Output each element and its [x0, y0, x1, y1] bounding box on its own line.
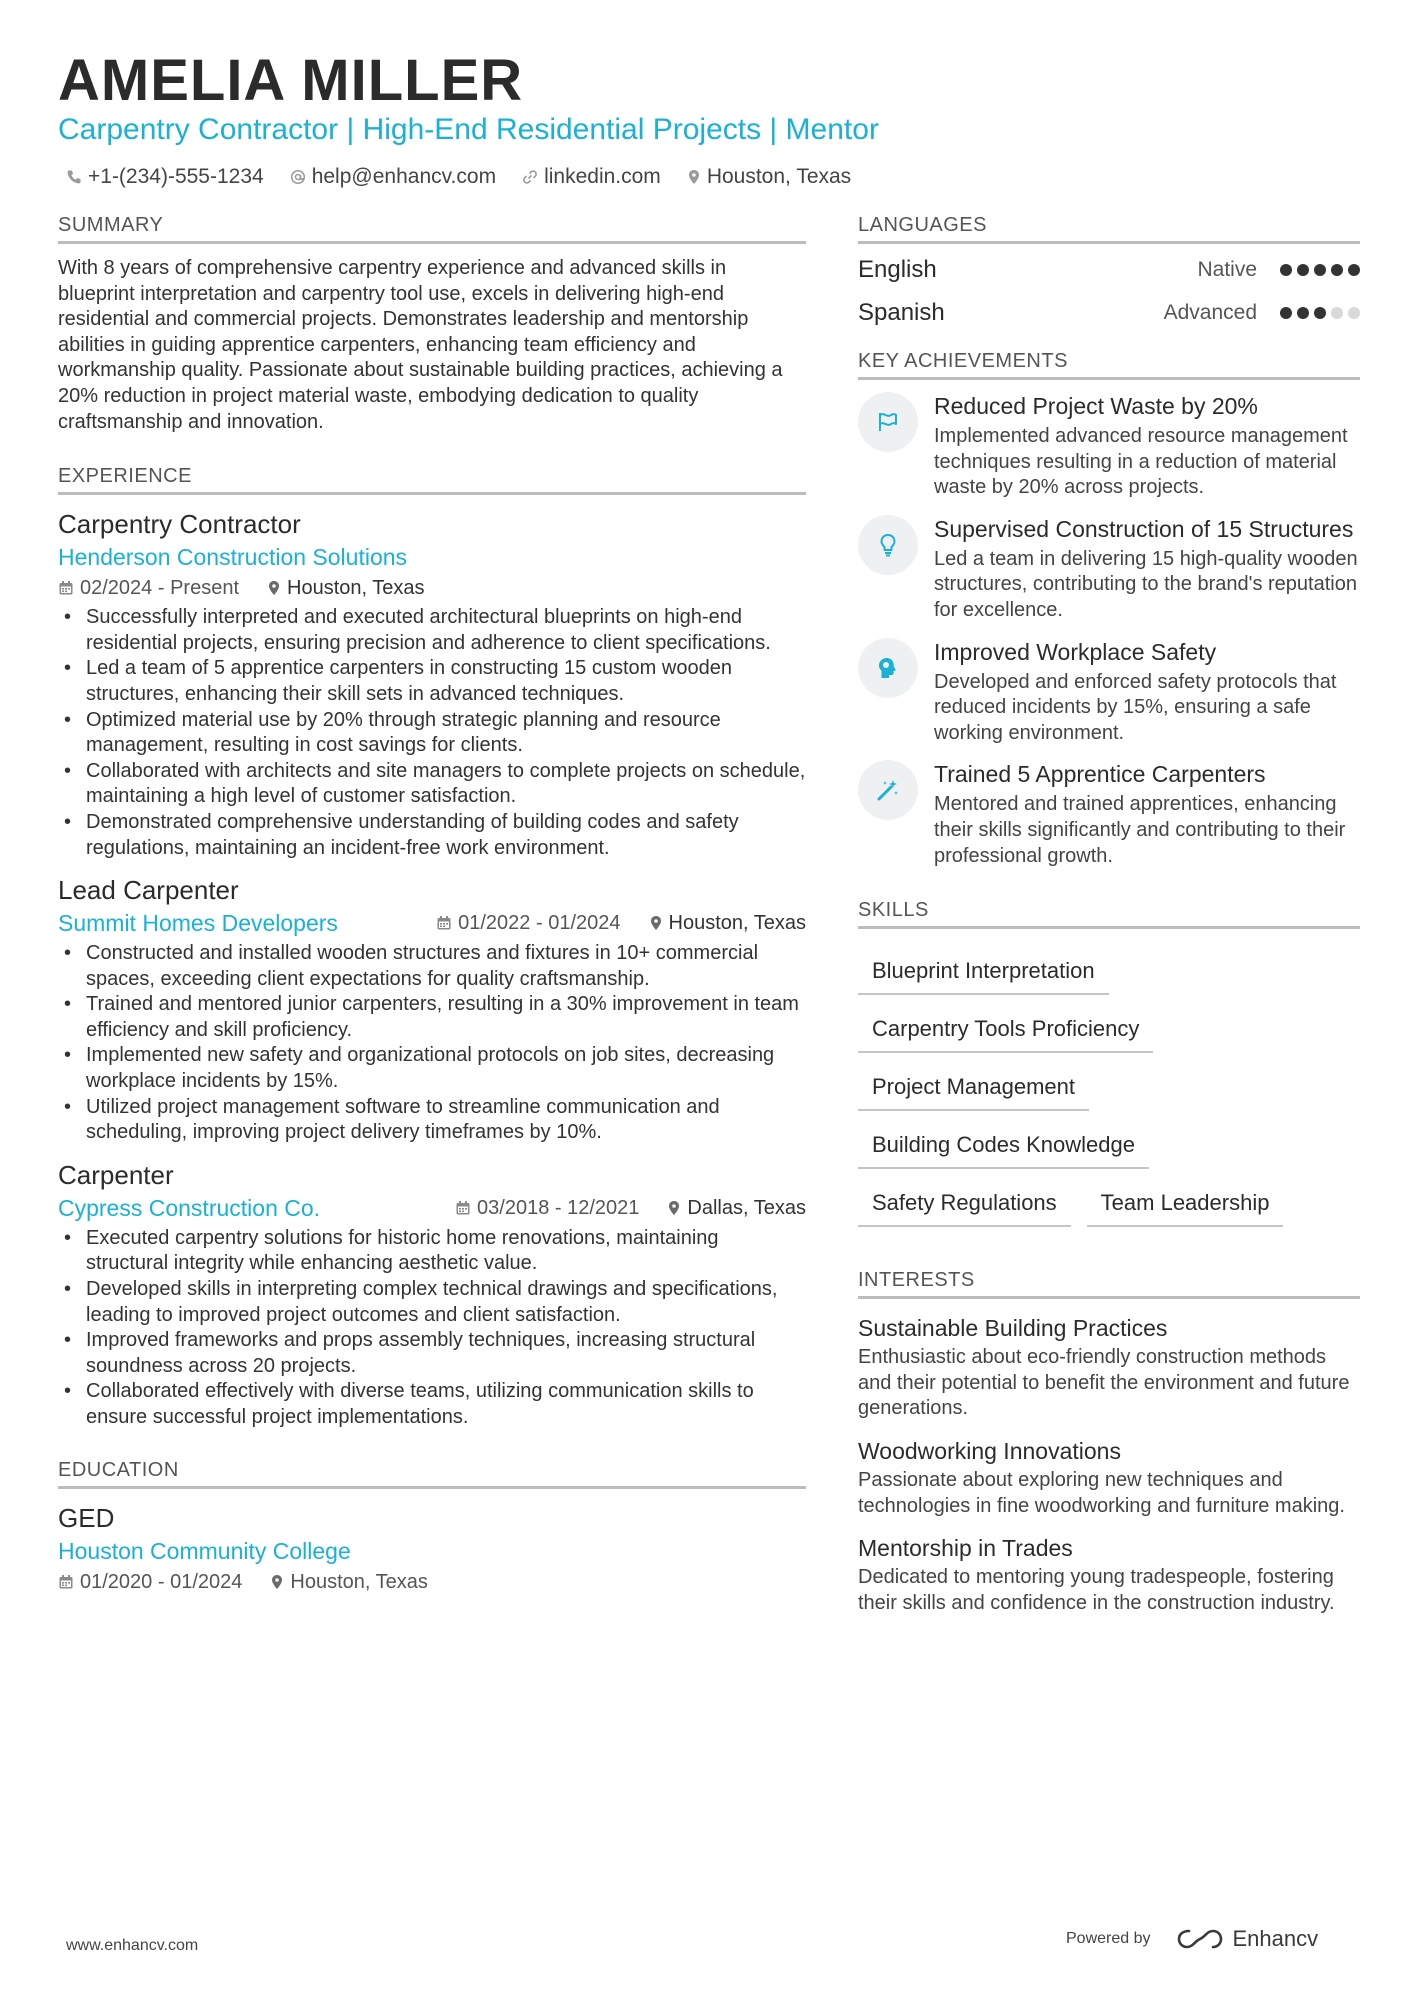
contact-row	[66, 162, 877, 192]
link-icon	[522, 169, 538, 185]
interest-item	[858, 1313, 1360, 1422]
achievement-icon-wrap	[858, 515, 918, 575]
rating-dot-filled	[1314, 264, 1326, 276]
bullet-item: • Optimized material use by 20% through strategic planning and resource management, resulting in cost savings for clients.	[58, 708, 806, 759]
achievement-body	[934, 392, 1360, 501]
rating-dot-empty	[1331, 307, 1343, 319]
candidate-name: AMELIA MILLER	[58, 48, 524, 113]
skill-tag: Safety Regulations	[858, 1177, 1071, 1227]
location-pin-icon	[267, 580, 281, 596]
rating-dot-empty	[1348, 307, 1360, 319]
left-column	[58, 212, 806, 1597]
contact-phone	[66, 165, 264, 189]
calendar-icon	[58, 580, 74, 596]
job-bullets	[58, 941, 806, 1146]
linkedin-text[interactable]: linkedin.com	[544, 165, 661, 188]
job-bullets	[58, 605, 806, 861]
company-name: Henderson Construction Solutions	[58, 544, 408, 571]
job-title: Lead Carpenter	[58, 875, 239, 906]
language-item	[858, 291, 1360, 334]
language-proficiency	[1197, 258, 1360, 282]
job-dates-text: 02/2024 - Present	[80, 577, 239, 600]
bullet-item: • Utilized project management software to streamline communication and scheduling, improving project delivery timeframes by 10%.	[58, 1095, 806, 1146]
job-meta	[58, 573, 806, 603]
rating-dot-filled	[1280, 307, 1292, 319]
language-proficiency	[1164, 301, 1360, 325]
contact-email[interactable]	[290, 165, 496, 189]
job-dates	[455, 1193, 639, 1223]
magic-wand-icon	[876, 778, 900, 802]
job-location-text: Dallas, Texas	[687, 1196, 806, 1219]
rating-dot-filled	[1297, 307, 1309, 319]
achievement-icon-wrap	[858, 638, 918, 698]
phone-icon	[66, 169, 82, 185]
skill-tag: Project Management	[858, 1061, 1089, 1111]
flag-icon	[876, 411, 900, 433]
interest-item	[858, 1533, 1360, 1616]
job-entry	[58, 1158, 806, 1431]
interest-desc: Dedicated to mentoring young tradespeople, fostering their skills and confidence in the construction industry.	[858, 1566, 1335, 1614]
footer-branding	[1066, 1926, 1318, 1952]
achievement-item	[858, 515, 1360, 624]
education-location-text: Houston, Texas	[290, 1570, 428, 1593]
interests-heading: INTERESTS	[858, 1267, 1360, 1299]
interest-title: Mentorship in Trades	[858, 1535, 1073, 1562]
achievements-heading: KEY ACHIEVEMENTS	[858, 348, 1360, 380]
at-icon	[290, 169, 306, 185]
language-name: English	[858, 255, 937, 283]
bullet-item: • Successfully interpreted and executed architectural blueprints on high-end residential projects, ensuring precision and adherence to client specifications.	[58, 605, 806, 656]
brand-name: Enhancv	[1232, 1926, 1319, 1951]
enhancv-logo-icon	[1177, 1927, 1223, 1951]
education-dates-text: 01/2020 - 01/2024	[80, 1570, 243, 1593]
languages-list	[858, 248, 1360, 334]
rating-dot-filled	[1314, 307, 1326, 319]
rating-dot-filled	[1348, 264, 1360, 276]
education-dates	[58, 1567, 242, 1597]
degree: GED	[58, 1502, 115, 1533]
job-meta	[455, 1193, 806, 1223]
job-entry	[58, 507, 806, 861]
achievement-icon-wrap	[858, 392, 918, 452]
job-dates-text: 03/2018 - 12/2021	[477, 1196, 640, 1219]
achievement-title: Supervised Construction of 15 Structures	[934, 515, 1354, 542]
job-location	[267, 573, 425, 603]
experience-heading: EXPERIENCE	[58, 463, 806, 495]
achievement-item	[858, 760, 1360, 869]
bullet-item: • Constructed and installed wooden structures and fixtures in 10+ commercial spaces, exceeding client expectations for quality craftsmanship.	[58, 941, 806, 992]
company-name: Cypress Construction Co.	[58, 1194, 321, 1221]
skill-tag: Team Leadership	[1087, 1177, 1284, 1227]
achievement-body	[934, 760, 1360, 869]
achievement-desc: Led a team in delivering 15 high-quality wooden structures, contributing to the brand's reputation for excellence.	[934, 547, 1358, 621]
achievement-desc: Developed and enforced safety protocols that reduced incidents by 15%, ensuring a safe working environment.	[934, 670, 1337, 744]
company-row	[58, 907, 806, 939]
contact-linkedin[interactable]	[522, 165, 661, 189]
footer-website[interactable]: www.enhancv.com	[66, 1937, 199, 1954]
skills-list	[858, 937, 1360, 1227]
achievement-title: Improved Workplace Safety	[934, 638, 1217, 665]
rating-dot-filled	[1280, 264, 1292, 276]
job-location	[649, 908, 807, 938]
job-title: Carpentry Contractor	[58, 509, 301, 540]
education-heading: EDUCATION	[58, 1457, 806, 1489]
right-column	[858, 212, 1360, 1616]
languages-heading: LANGUAGES	[858, 212, 1360, 244]
achievement-body	[934, 515, 1360, 624]
job-location-text: Houston, Texas	[668, 912, 806, 935]
head-brain-icon	[877, 656, 899, 680]
interest-title: Woodworking Innovations	[858, 1437, 1121, 1464]
language-level: Native	[1197, 257, 1257, 281]
education-location	[270, 1567, 428, 1597]
interest-title: Sustainable Building Practices	[858, 1315, 1168, 1342]
achievement-body	[934, 638, 1360, 747]
calendar-icon	[58, 1574, 74, 1590]
lightbulb-icon	[879, 533, 897, 557]
job-entry	[58, 873, 806, 1146]
powered-by-text: Powered by	[1066, 1930, 1151, 1947]
bullet-item: • Improved frameworks and props assembly techniques, increasing structural soundness across 20 projects.	[58, 1328, 806, 1379]
phone-text: +1-(234)-555-1234	[88, 165, 264, 188]
calendar-icon	[436, 915, 452, 931]
interest-desc: Passionate about exploring new techniques and technologies in fine woodworking and furniture making.	[858, 1468, 1345, 1517]
language-level: Advanced	[1163, 300, 1257, 324]
achievement-desc: Implemented advanced resource management techniques resulting in a reduction of material waste by 20% across projects.	[934, 425, 1348, 499]
school-name: Houston Community College	[58, 1537, 351, 1564]
language-name: Spanish	[858, 298, 945, 326]
achievement-item	[858, 392, 1360, 501]
achievement-title: Trained 5 Apprentice Carpenters	[934, 761, 1266, 788]
job-location	[667, 1193, 806, 1223]
bullet-item: • Demonstrated comprehensive understanding of building codes and safety regulations, maintaining an incident-free work environment.	[58, 810, 806, 861]
bullet-item: • Implemented new safety and organizational protocols on job sites, decreasing workplace incidents by 15%.	[58, 1043, 806, 1094]
company-row	[58, 1192, 806, 1224]
bullet-item: • Developed skills in interpreting complex technical drawings and specifications, leading to improved project outcomes and client satisfaction.	[58, 1277, 806, 1328]
candidate-title: Carpentry Contractor | High-End Residential Projects | Mentor	[58, 113, 879, 146]
email-text[interactable]: help@enhancv.com	[311, 165, 497, 188]
job-location-text: Houston, Texas	[287, 577, 425, 600]
rating-dots	[1275, 307, 1360, 319]
achievement-desc: Mentored and trained apprentices, enhancing their skills significantly and contributing to their professional growth.	[934, 793, 1346, 867]
education-meta	[58, 1567, 806, 1597]
location-text: Houston, Texas	[706, 165, 852, 188]
achievement-item	[858, 638, 1360, 747]
interest-desc: Enthusiastic about eco-friendly construction methods and their potential to benefit the environment and future generations.	[858, 1346, 1350, 1420]
language-item	[858, 248, 1360, 291]
job-dates	[436, 908, 620, 938]
job-dates-text: 01/2022 - 01/2024	[458, 912, 621, 935]
bullet-item: • Trained and mentored junior carpenters, resulting in a 30% improvement in team efficiency and skill proficiency.	[58, 992, 806, 1043]
company-name: Summit Homes Developers	[58, 910, 338, 937]
rating-dot-filled	[1297, 264, 1309, 276]
job-title: Carpenter	[58, 1159, 174, 1190]
interest-item	[858, 1436, 1360, 1519]
skill-tag: Blueprint Interpretation	[858, 945, 1109, 995]
location-pin-icon	[687, 169, 701, 185]
job-dates	[58, 573, 239, 603]
calendar-icon	[455, 1200, 471, 1216]
job-meta	[436, 908, 806, 938]
location-pin-icon	[667, 1200, 681, 1216]
summary-text: With 8 years of comprehensive carpentry experience and advanced skills in blueprint interpretation and carpentry tool use, excels in delivering high-end residential and commercial projects. Demonstrates leadership and mentorship abilities in guiding apprentice carpenters, enhancing team efficiency and workmanship quality. Passionate about sustainable building practices, achieving a 20% reduction in project material waste, embodying dedication to quality craftsmanship and innovation.	[58, 257, 783, 433]
education-entry	[58, 1501, 806, 1597]
bullet-item: • Led a team of 5 apprentice carpenters in constructing 15 custom wooden structures, enhancing their skill sets in advanced techniques.	[58, 656, 806, 707]
bullet-item: • Collaborated with architects and site managers to complete projects on schedule, maintaining a high level of customer satisfaction.	[58, 759, 806, 810]
job-bullets	[58, 1226, 806, 1431]
skill-tag: Building Codes Knowledge	[858, 1119, 1149, 1169]
bullet-item: • Executed carpentry solutions for historic home renovations, maintaining structural integrity while enhancing aesthetic value.	[58, 1226, 806, 1277]
contact-location	[687, 165, 851, 189]
skill-tag: Carpentry Tools Proficiency	[858, 1003, 1153, 1053]
achievement-title: Reduced Project Waste by 20%	[934, 393, 1258, 419]
achievement-icon-wrap	[858, 760, 918, 820]
summary-heading: SUMMARY	[58, 212, 806, 244]
location-pin-icon	[649, 915, 663, 931]
bullet-item: • Collaborated effectively with diverse teams, utilizing communication skills to ensure successful project implementations.	[58, 1379, 806, 1430]
rating-dots	[1275, 264, 1360, 276]
rating-dot-filled	[1331, 264, 1343, 276]
location-pin-icon	[270, 1574, 284, 1590]
skills-heading: SKILLS	[858, 897, 1360, 929]
